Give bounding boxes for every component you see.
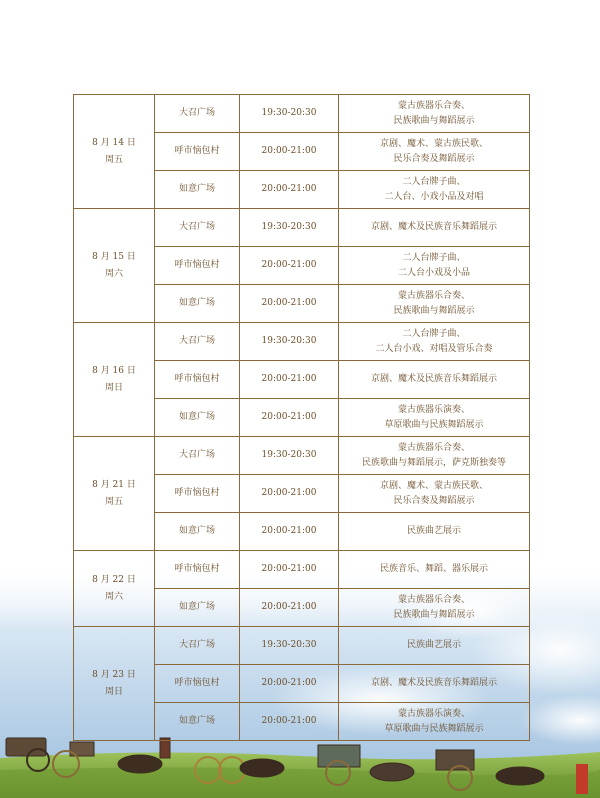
program-line: 草原歌曲与民族舞蹈展示 (384, 723, 484, 734)
program-line: 二人台、小戏小品及对唱 (384, 191, 484, 202)
program-line: 民乐合奏及舞蹈展示 (393, 153, 475, 164)
table-row (74, 551, 530, 589)
time-cell: 19:30-20:30 (240, 209, 339, 247)
program-line: 二人台牌子曲、 (402, 176, 466, 187)
time-cell: 20:00-21:00 (240, 551, 339, 589)
program-line: 蒙古族器乐演奏、 (397, 708, 470, 719)
date-text: 8 月 14 日 (92, 137, 136, 148)
program-cell (339, 513, 530, 551)
program-line: 蒙古族器乐合奏、 (397, 290, 470, 301)
program-line: 二人台小戏、对唱及管乐合奏 (375, 343, 493, 354)
program-line: 二人台小戏及小品 (397, 267, 470, 278)
date-cell (74, 95, 155, 209)
program-cell (339, 703, 530, 741)
program-line: 京剧、魔术及民族音乐舞蹈展示 (370, 374, 497, 384)
time-cell: 20:00-21:00 (240, 247, 339, 285)
program-cell (339, 589, 530, 627)
venue-cell: 大召广场 (155, 627, 240, 665)
time-cell: 20:00-21:00 (240, 513, 339, 551)
venue-cell: 如意广场 (155, 703, 240, 741)
program-line: 民族歌曲与舞蹈展示，萨克斯独奏等 (361, 457, 506, 468)
program-line: 蒙古族器乐演奏、 (397, 404, 470, 415)
program-line: 二人台牌子曲、 (402, 252, 466, 263)
program-line: 蒙古族器乐合奏、 (397, 442, 470, 453)
program-cell (339, 95, 530, 133)
program-cell (339, 475, 530, 513)
venue-cell: 如意广场 (155, 513, 240, 551)
date-cell (74, 323, 155, 437)
date-text: 8 月 21 日 (92, 479, 136, 490)
time-cell: 20:00-21:00 (240, 475, 339, 513)
performance-schedule-table (73, 94, 530, 741)
table-row (74, 437, 530, 475)
time-cell: 19:30-20:30 (240, 627, 339, 665)
program-cell (339, 551, 530, 589)
program-cell (339, 285, 530, 323)
venue-cell: 呼市恼包村 (155, 133, 240, 171)
weekday-text: 周六 (104, 268, 123, 279)
time-cell: 20:00-21:00 (240, 665, 339, 703)
time-cell: 20:00-21:00 (240, 133, 339, 171)
weekday-text: 周日 (104, 382, 123, 393)
date-text: 8 月 16 日 (92, 365, 136, 376)
venue-cell: 呼市恼包村 (155, 475, 240, 513)
date-text: 8 月 15 日 (92, 251, 136, 262)
program-line: 民族曲艺展示 (406, 640, 461, 650)
program-line: 民族歌曲与舞蹈展示 (393, 609, 475, 620)
venue-cell: 大召广场 (155, 95, 240, 133)
program-line: 京剧、魔术、蒙古族民歌、 (379, 138, 488, 149)
program-line: 蒙古族器乐合奏、 (397, 100, 470, 111)
venue-cell: 呼市恼包村 (155, 665, 240, 703)
program-line: 二人台牌子曲、 (402, 328, 466, 339)
date-cell (74, 627, 155, 741)
venue-cell: 大召广场 (155, 437, 240, 475)
venue-cell: 如意广场 (155, 589, 240, 627)
program-line: 民族音乐、舞蹈、器乐展示 (379, 564, 488, 574)
venue-cell: 呼市恼包村 (155, 247, 240, 285)
program-cell (339, 399, 530, 437)
date-cell (74, 551, 155, 627)
program-line: 民族曲艺展示 (406, 526, 461, 536)
venue-cell: 大召广场 (155, 323, 240, 361)
date-text: 8 月 22 日 (92, 574, 136, 585)
weekday-text: 周五 (104, 496, 123, 507)
time-cell: 20:00-21:00 (240, 361, 339, 399)
table-row (74, 627, 530, 665)
time-cell: 19:30-20:30 (240, 323, 339, 361)
program-cell (339, 323, 530, 361)
venue-cell: 大召广场 (155, 209, 240, 247)
time-cell: 20:00-21:00 (240, 703, 339, 741)
program-line: 民乐合奏及舞蹈展示 (393, 495, 475, 506)
program-cell (339, 627, 530, 665)
program-line: 京剧、魔术及民族音乐舞蹈展示 (370, 222, 497, 232)
date-cell (74, 437, 155, 551)
program-line: 草原歌曲与民族舞蹈展示 (384, 419, 484, 430)
program-line: 京剧、魔术及民族音乐舞蹈展示 (370, 678, 497, 688)
venue-cell: 呼市恼包村 (155, 361, 240, 399)
program-line: 蒙古族器乐合奏、 (397, 594, 470, 605)
table-row (74, 95, 530, 133)
table-row (74, 209, 530, 247)
venue-cell: 如意广场 (155, 285, 240, 323)
program-cell (339, 209, 530, 247)
time-cell: 20:00-21:00 (240, 399, 339, 437)
venue-cell: 呼市恼包村 (155, 551, 240, 589)
venue-cell: 如意广场 (155, 171, 240, 209)
table-row (74, 323, 530, 361)
time-cell: 20:00-21:00 (240, 171, 339, 209)
program-cell (339, 437, 530, 475)
program-cell (339, 247, 530, 285)
weekday-text: 周六 (104, 591, 123, 602)
time-cell: 19:30-20:30 (240, 437, 339, 475)
venue-cell: 如意广场 (155, 399, 240, 437)
program-line: 民族歌曲与舞蹈展示 (393, 305, 475, 316)
program-line: 京剧、魔术、蒙古族民歌、 (379, 480, 488, 491)
weekday-text: 周五 (104, 154, 123, 165)
time-cell: 19:30-20:30 (240, 95, 339, 133)
program-cell (339, 171, 530, 209)
program-cell (339, 361, 530, 399)
program-line: 民族歌曲与舞蹈展示 (393, 115, 475, 126)
program-cell (339, 133, 530, 171)
date-text: 8 月 23 日 (92, 669, 136, 680)
time-cell: 20:00-21:00 (240, 285, 339, 323)
date-cell (74, 209, 155, 323)
program-cell (339, 665, 530, 703)
time-cell: 20:00-21:00 (240, 589, 339, 627)
weekday-text: 周日 (104, 686, 123, 697)
